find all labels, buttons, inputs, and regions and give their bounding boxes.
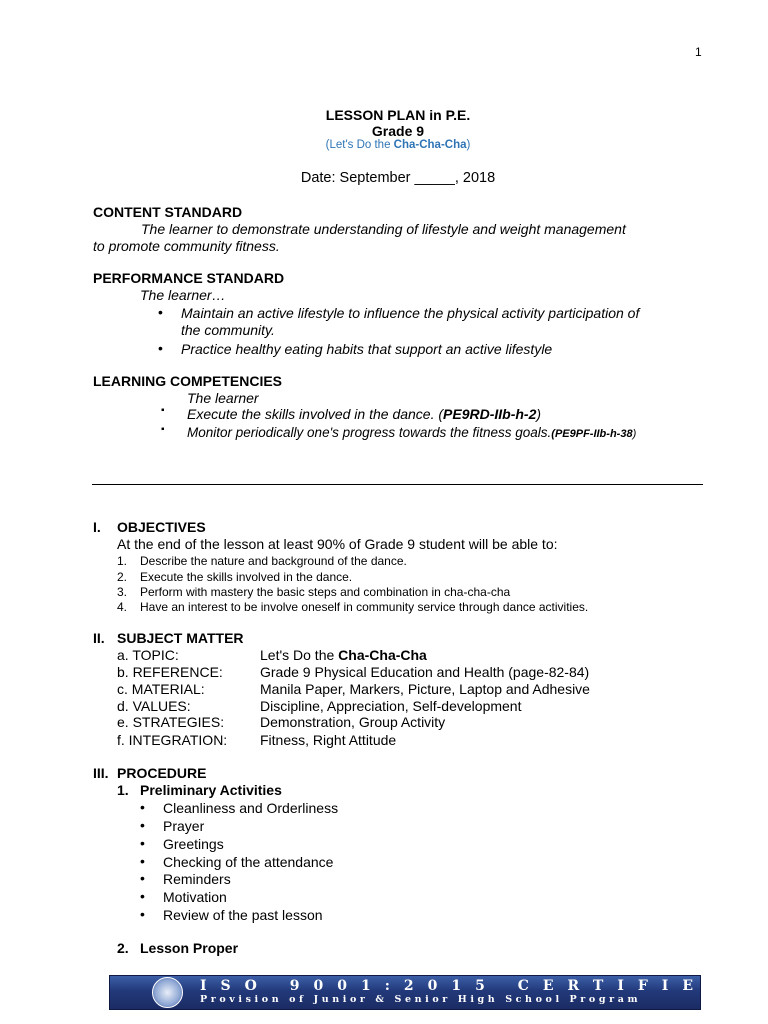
objective-num: 4. [117,600,128,614]
competency-1-text: Execute the skills involved in the dance. ( [187,406,444,422]
program-provision-text: Provision of Junior & Senior High School Program [200,994,642,1005]
competency-2-code-close: ) [632,428,637,440]
competency-1-end: ) [536,406,542,422]
learning-competencies-intro: The learner [187,390,259,406]
performance-standard-heading: PERFORMANCE STANDARD [93,270,285,286]
competency-1-code: PE9RD-IIb-h-2 [443,406,537,422]
lesson-plan-title: LESSON PLAN in P.E. [325,107,471,123]
activity-item: Checking of the attendance [163,854,334,870]
objective-num: 2. [117,570,128,584]
content-standard-line-2: to promote community fitness. [93,238,280,254]
lesson-proper-heading: Lesson Proper [140,940,239,956]
performance-bullet-1-line-2: the community. [181,322,275,338]
bullet-icon: • [158,340,163,356]
grade-title: Grade 9 [371,123,425,139]
preliminary-number: 1. [117,782,129,798]
bullet-icon: • [140,799,145,815]
activity-item: Motivation [163,889,227,905]
bullet-icon: • [140,906,145,922]
content-standard-line-1: The learner to demonstrate understanding of lifestyle and weight management [141,221,626,237]
subject-matter-number: II. [93,630,105,646]
activity-item: Greetings [163,836,224,852]
performance-standard-intro: The learner… [140,287,226,303]
objective-item: Perform with mastery the basic steps and combination in cha-cha-cha [140,585,511,599]
tuv-logo-icon [152,977,183,1008]
performance-bullet-1-line-1: Maintain an active lifestyle to influence the physical activity participation of [181,305,640,321]
objective-item: Have an interest to be involve oneself in community service through dance activities. [140,600,589,614]
activity-item: Cleanliness and Orderliness [163,800,339,816]
subtitle-prefix: (Let's Do the [325,139,394,151]
topic-value [260,647,427,663]
activity-item: Reminders [163,871,231,887]
bullet-icon: • [140,817,145,833]
objective-item: Describe the nature and background of the dance. [140,554,407,568]
objectives-heading: OBJECTIVES [117,519,206,535]
subject-matter-heading: SUBJECT MATTER [117,630,244,646]
topic-dance-name: Cha-Cha-Cha [338,647,427,663]
bullet-icon: • [140,870,145,886]
strategies-value: Demonstration, Group Activity [260,714,446,730]
topic-prefix: Let's Do the [260,647,339,663]
content-standard-heading: CONTENT STANDARD [93,204,243,220]
competency-1 [187,406,541,422]
procedure-number: III. [93,765,109,781]
reference-value: Grade 9 Physical Education and Health (page-82-84) [260,664,590,680]
lesson-proper-number: 2. [117,940,129,956]
procedure-heading: PROCEDURE [117,765,207,781]
bullet-icon: • [158,304,163,320]
square-bullet-icon: ▪ [161,405,165,416]
competency-2-code-open: ( [551,428,555,440]
activity-item: Prayer [163,818,205,834]
lesson-subtitle [0,139,768,151]
bullet-icon: • [140,835,145,851]
integration-label: f. INTEGRATION: [117,732,228,748]
competency-2-code: PE9PF-IIb-h-38 [554,428,633,440]
topic-label: a. TOPIC: [117,647,179,663]
preliminary-activities-heading: Preliminary Activities [140,782,282,798]
objectives-intro: At the end of the lesson at least 90% of Grade 9 student will be able to: [117,536,558,552]
learning-competencies-heading: LEARNING COMPETENCIES [93,373,283,389]
objective-num: 1. [117,554,128,568]
objective-num: 3. [117,585,128,599]
subtitle-suffix: ) [466,139,471,151]
strategies-label: e. STRATEGIES: [117,714,225,730]
values-label: d. VALUES: [117,698,191,714]
section-divider [92,484,703,485]
page-number: 1 [695,45,702,59]
integration-value: Fitness, Right Attitude [260,732,397,748]
bullet-icon: • [140,888,145,904]
material-label: c. MATERIAL: [117,681,205,697]
performance-bullet-2: Practice healthy eating habits that support an active lifestyle [181,341,553,357]
objectives-number: I. [93,519,101,535]
values-value: Discipline, Appreciation, Self-development [260,698,522,714]
competency-2 [187,425,636,440]
lesson-date: Date: September _____, 2018 [300,170,496,186]
iso-certified-text: ISO 9001:2015 CERTIFIED [200,978,734,994]
reference-label: b. REFERENCE: [117,664,223,680]
subtitle-dance-name: Cha-Cha-Cha [393,139,467,151]
competency-2-text: Monitor periodically one's progress towards the fitness goals. [187,425,552,440]
objective-item: Execute the skills involved in the dance. [140,570,353,584]
activity-item: Review of the past lesson [163,907,323,923]
material-value: Manila Paper, Markers, Picture, Laptop and Adhesive [260,681,590,697]
square-bullet-icon: ▪ [161,424,165,435]
bullet-icon: • [140,853,145,869]
